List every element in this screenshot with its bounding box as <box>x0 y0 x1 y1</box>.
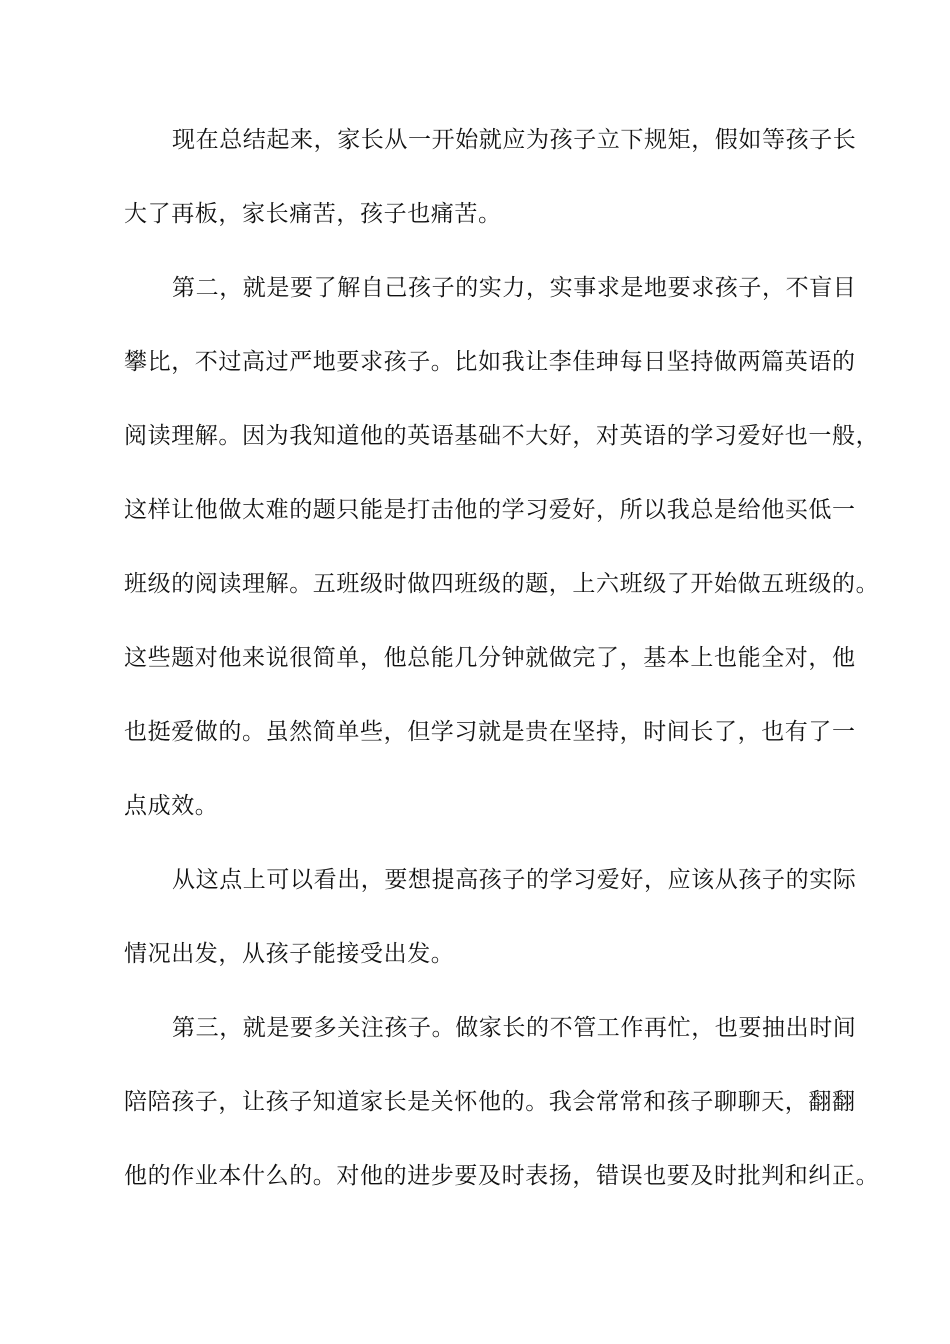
text-line: 他的作业本什么的。对他的进步要及时表扬，错误也要及时批判和纠正。 <box>124 1163 880 1189</box>
text-line: 第二，就是要了解自己孩子的实力，实事求是地要求孩子，不盲目 <box>172 275 857 301</box>
text-line: 陪陪孩子，让孩子知道家长是关怀他的。我会常常和孩子聊聊天，翻翻 <box>124 1089 856 1115</box>
text-line: 这样让他做太难的题只能是打击他的学习爱好，所以我总是给他买低一 <box>124 497 856 523</box>
text-line: 第三，就是要多关注孩子。做家长的不管工作再忙，也要抽出时间 <box>172 1015 857 1041</box>
text-line: 这些题对他来说很简单，他总能几分钟就做完了，基本上也能全对，他 <box>124 645 856 671</box>
text-line: 也挺爱做的。虽然简单些，但学习就是贵在坚持，时间长了，也有了一 <box>124 719 856 745</box>
text-line: 大了再板，家长痛苦，孩子也痛苦。 <box>124 201 502 227</box>
text-line: 从这点上可以看出，要想提高孩子的学习爱好，应该从孩子的实际 <box>172 867 857 893</box>
text-line: 攀比，不过高过严地要求孩子。比如我让李佳珅每日坚持做两篇英语的 <box>124 349 856 375</box>
text-line: 班级的阅读理解。五班级时做四班级的题，上六班级了开始做五班级的。 <box>124 571 880 597</box>
text-line: 点成效。 <box>124 793 219 819</box>
text-line: 情况出发，从孩子能接受出发。 <box>124 941 455 967</box>
text-line: 阅读理解。因为我知道他的英语基础不大好，对英语的学习爱好也一般， <box>124 423 880 449</box>
text-line: 现在总结起来，家长从一开始就应为孩子立下规矩，假如等孩子长 <box>172 127 857 153</box>
